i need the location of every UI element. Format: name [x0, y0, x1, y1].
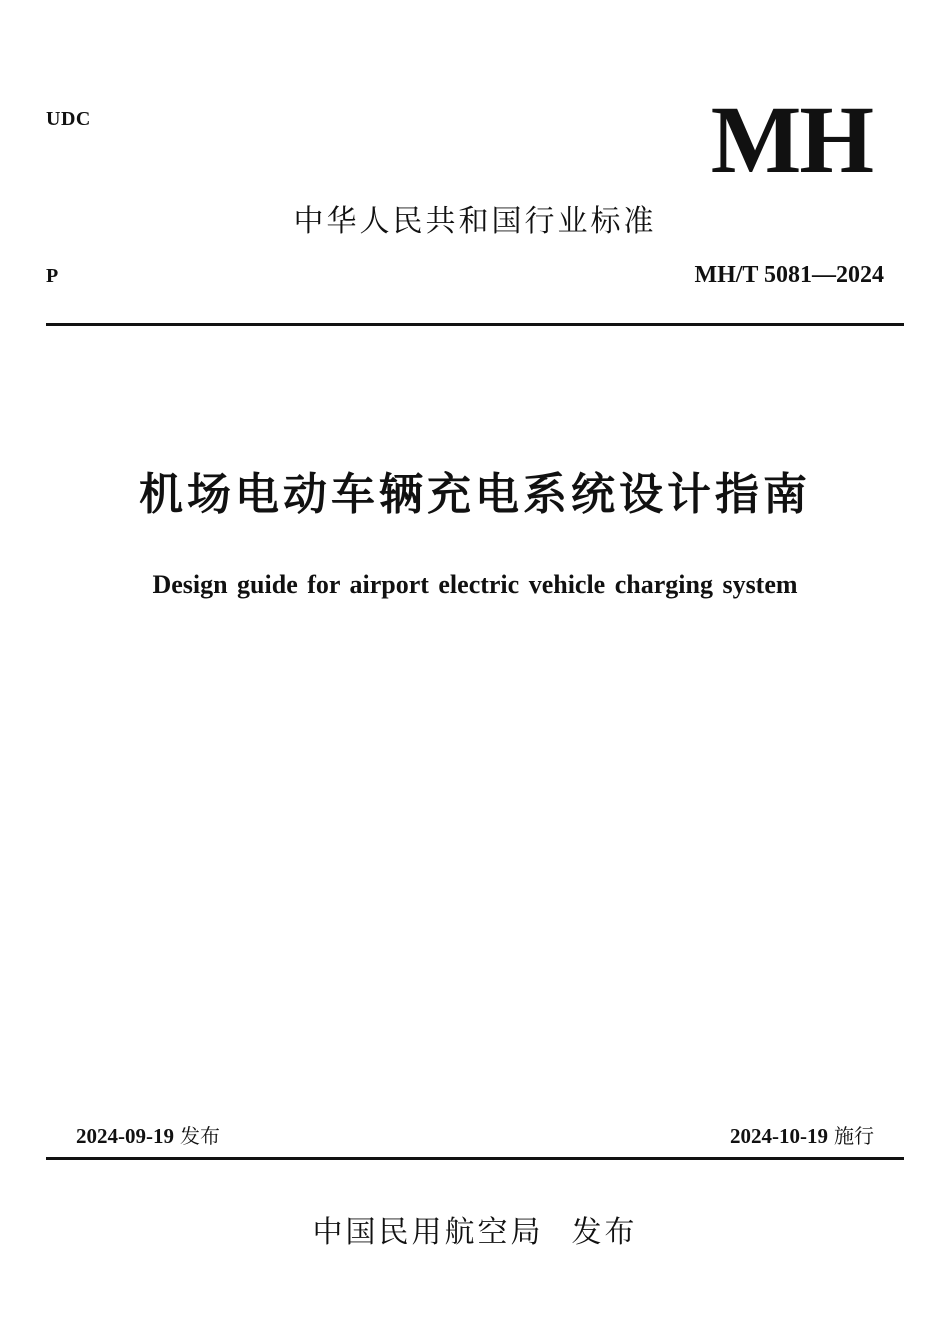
- industry-standard-heading: 中华人民共和国行业标准: [293, 204, 657, 239]
- issue-date-line: [76, 1120, 220, 1149]
- top-divider: [46, 323, 904, 326]
- document-title-english: Design guide for airport electric vehicle charging system: [152, 570, 798, 599]
- effective-date: 2024-10-19: [730, 1124, 828, 1148]
- effective-label: 施行: [834, 1124, 874, 1148]
- bottom-divider: [46, 1157, 904, 1160]
- issue-date: 2024-09-19: [76, 1124, 174, 1148]
- document-title-chinese: 机场电动车辆充电系统设计指南: [139, 469, 811, 520]
- effective-date-line: [730, 1120, 874, 1149]
- issuer-name: 中国民用航空局: [312, 1215, 544, 1250]
- classification-code: P: [46, 265, 59, 287]
- issuer-line: [0, 1207, 950, 1251]
- standard-number: MH/T 5081—2024: [694, 262, 884, 288]
- mh-logo: MH: [710, 86, 872, 193]
- issuer-action: 发布: [571, 1215, 638, 1250]
- udc-label: UDC: [46, 108, 91, 130]
- issue-label: 发布: [180, 1124, 220, 1148]
